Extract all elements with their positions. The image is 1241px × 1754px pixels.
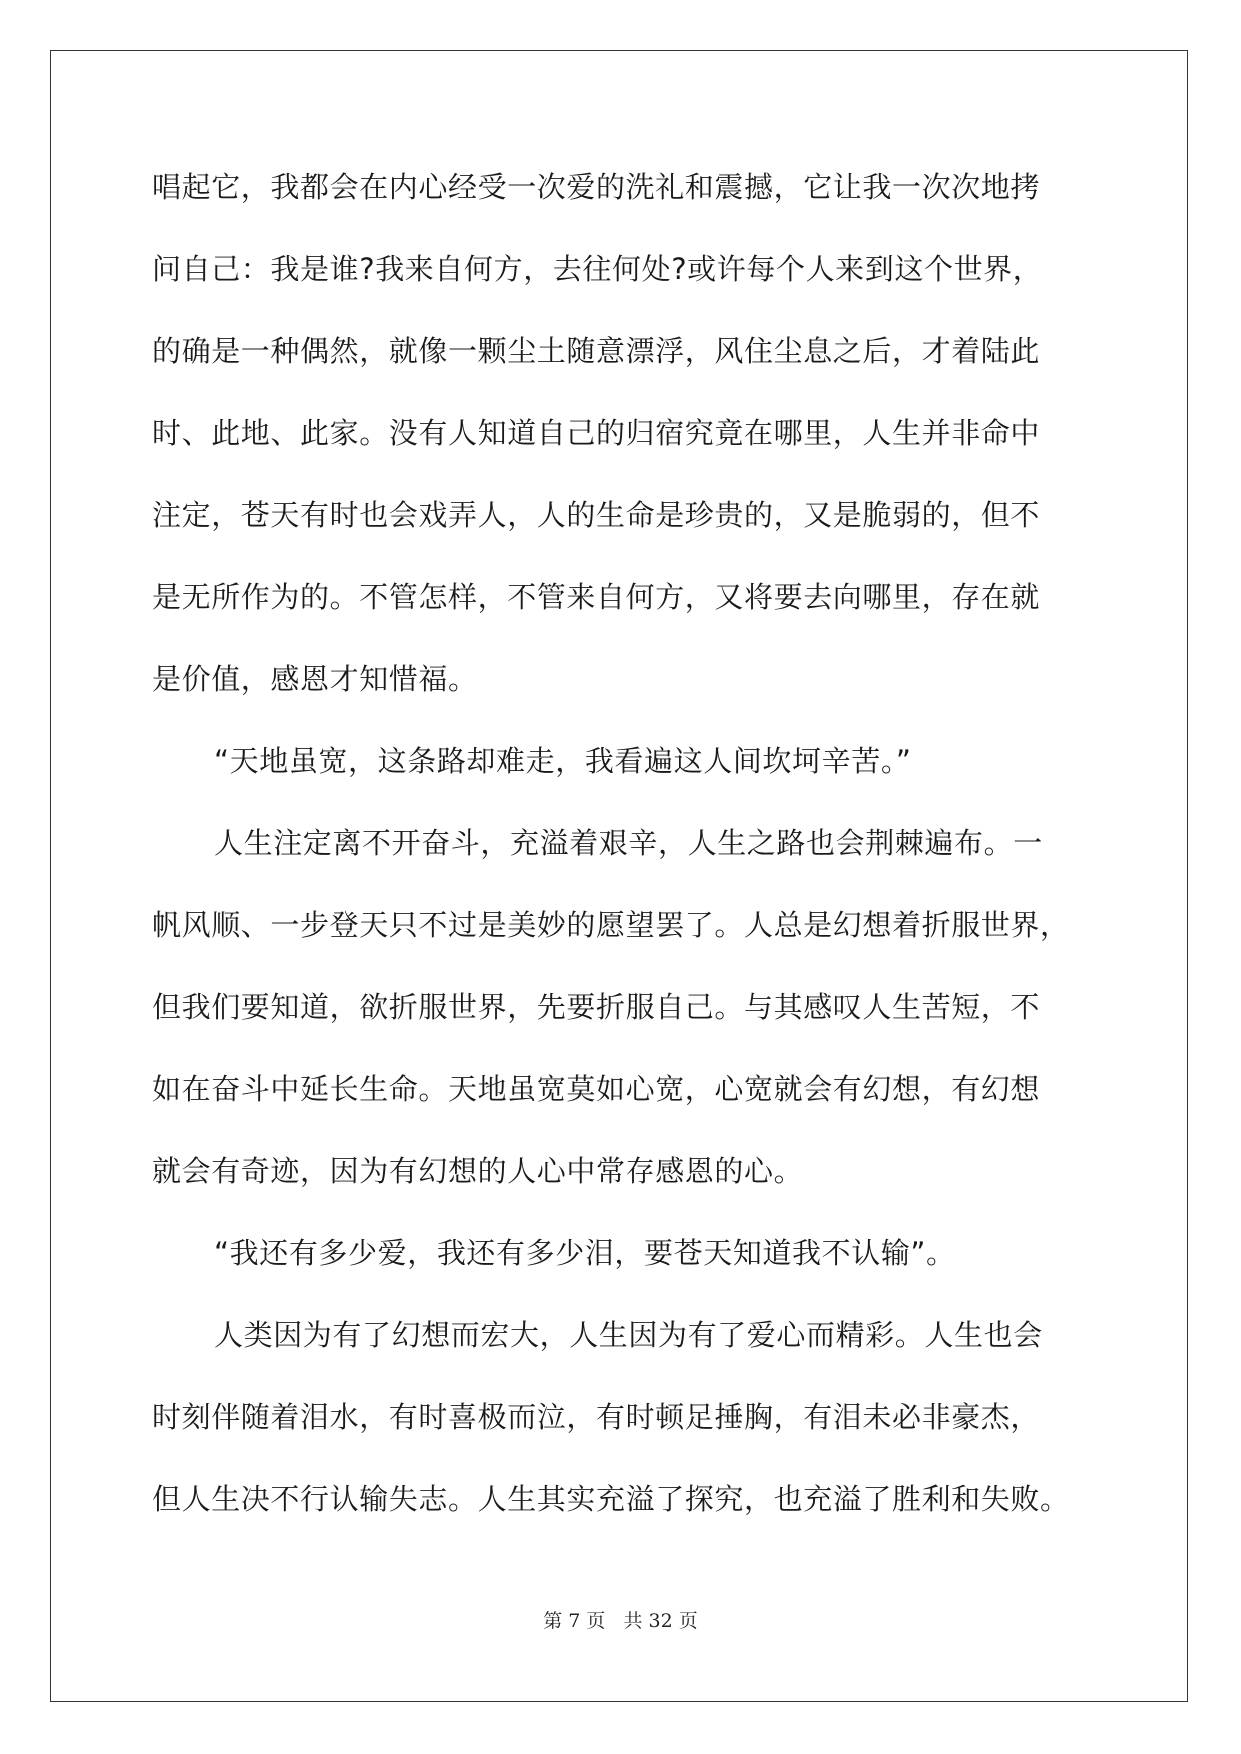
text-line-9: 人生注定离不开奋斗，充溢着艰辛，人生之路也会荆棘遍布。一 [214,826,1043,860]
text-line-6: 是无所作为的。不管怎样，不管来自何方，又将要去向哪里，存在就 [152,580,1041,614]
text-line-14: “我还有多少爱，我还有多少泪，要苍天知道我不认输”。 [214,1236,956,1270]
text-line-11: 但我们要知道，欲折服世界，先要折服自己。与其感叹人生苦短，不 [152,990,1041,1024]
text-line-17: 但人生决不行认输失志。人生其实充溢了探究，也充溢了胜利和失败。 [152,1482,1070,1516]
text-line-3: 的确是一种偶然，就像一颗尘土随意漂浮，风住尘息之后，才着陆此 [152,334,1041,368]
text-line-15: 人类因为有了幻想而宏大，人生因为有了爱心而精彩。人生也会 [214,1318,1043,1352]
text-line-4: 时、此地、此家。没有人知道自己的归宿究竟在哪里，人生并非命中 [152,416,1041,450]
text-line-1: 唱起它，我都会在内心经受一次爱的洗礼和震撼，它让我一次次地拷 [152,170,1041,204]
text-line-5: 注定，苍天有时也会戏弄人，人的生命是珍贵的，又是脆弱的，但不 [152,498,1041,532]
page-number-footer: 第 7 页 共 32 页 [543,1610,698,1632]
text-line-10: 帆风顺、一步登天只不过是美妙的愿望罢了。人总是幻想着折服世界， [152,908,1070,942]
text-line-16: 时刻伴随着泪水，有时喜极而泣，有时顿足捶胸，有泪未必非豪杰， [152,1400,1041,1434]
document-body [152,160,1092,1554]
text-line-8: “天地虽宽，这条路却难走，我看遍这人间坎坷辛苦。” [214,744,912,778]
text-line-13: 就会有奇迹，因为有幻想的人心中常存感恩的心。 [152,1154,804,1188]
text-line-7: 是价值，感恩才知惜福。 [152,662,478,696]
text-line-12: 如在奋斗中延长生命。天地虽宽莫如心宽，心宽就会有幻想，有幻想 [152,1072,1041,1106]
text-line-2: 问自己：我是谁?我来自何方，去往何处?或许每个人来到这个世界， [152,252,1043,286]
